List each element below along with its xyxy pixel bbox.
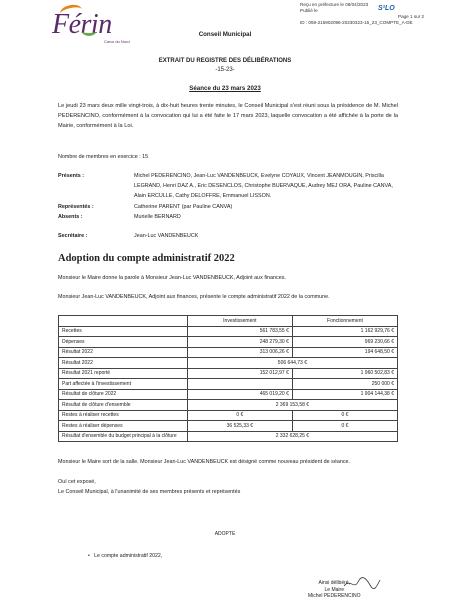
invest-value: 248 279,30 € xyxy=(187,337,292,348)
table-header-row xyxy=(59,316,398,327)
deliberation-title: Adoption du compte administratif 2022 xyxy=(58,253,235,264)
represented-label: Représentés : xyxy=(58,204,94,210)
signature-line-1: Ainsi délibéré, xyxy=(318,580,350,586)
logo-wordmark: Férin xyxy=(52,9,112,40)
logo-tagline: Cœur du Nord xyxy=(104,39,130,44)
combined-value: 506 644,73 € xyxy=(187,358,397,369)
table-row xyxy=(59,358,398,369)
council-title: Conseil Municipal xyxy=(198,31,252,38)
invest-value xyxy=(187,379,292,390)
table-row xyxy=(59,389,398,400)
fonct-value: 250 000 € xyxy=(292,379,397,390)
stamp-received: Reçu en préfecture le 06/04/2023 xyxy=(300,2,369,7)
invest-value: 313 006,26 € xyxy=(187,347,292,358)
stamp-page: Page 1 sur 2 xyxy=(398,14,425,19)
accounts-table xyxy=(58,315,398,442)
bullet-icon: • xyxy=(88,553,95,559)
row-label: Résultat de clôture d'ensemble xyxy=(59,400,188,411)
combined-value: 2 332 628,25 € xyxy=(187,431,397,442)
members-count: Nombre de membres en exercice : 15 xyxy=(58,154,149,160)
present-label: Présents : xyxy=(58,173,85,179)
fonct-value: 1 162 929,76 € xyxy=(292,326,397,337)
table-row xyxy=(59,400,398,411)
secretary-label: Secrétaire : xyxy=(58,233,88,239)
fonct-value: 0 € xyxy=(292,410,397,421)
signature-line-3: Michel PEDERENCINO xyxy=(308,593,361,599)
invest-value: 152 012,97 € xyxy=(187,368,292,379)
adopte-label: ADOPTE xyxy=(214,531,236,537)
row-label: Recettes xyxy=(59,326,188,337)
table-row xyxy=(59,347,398,358)
absent-label: Absents : xyxy=(58,214,83,220)
row-label: Restes à réaliser recettes xyxy=(59,410,188,421)
row-label: Part affectée à l'investissement xyxy=(59,379,188,390)
row-label: Résultat 2022 xyxy=(59,358,188,369)
signature-line-2: Le Maire xyxy=(324,586,344,593)
session-date: Séance du 23 mars 2023 xyxy=(189,85,261,92)
row-label: Restes à réaliser dépenses xyxy=(59,421,188,432)
fonct-value: 969 230,66 € xyxy=(292,337,397,348)
adopted-item xyxy=(88,553,162,559)
table-row xyxy=(59,421,398,432)
adopted-item-text: Le compte administratif 2022, xyxy=(94,553,163,559)
fonct-value: 1 960 502,83 € xyxy=(292,368,397,379)
table-row xyxy=(59,431,398,442)
extract-title: EXTRAIT DU REGISTRE DES DÉLIBÉRATIONS xyxy=(158,58,292,64)
table-row xyxy=(59,379,398,390)
intro-paragraph: Le jeudi 23 mars deux mille vingt-trois, à dix-huit heures trente minutes, le Conseil Municipal s'est réuni sous la présidence de M. Michel PEDERENCINO, conformément à la convocation qui lui a été faite le 17 mars 2023, laquelle convocation a été affichée à la porte de la Mairie, conformément à la Loi. xyxy=(58,103,398,129)
row-label: Résultat 2021 reporté xyxy=(59,368,188,379)
col-investissement: Investissement xyxy=(187,316,292,327)
row-label: Résultat de clôture 2022 xyxy=(59,389,188,400)
fonct-value: 1 904 144,38 € xyxy=(292,389,397,400)
stamp-published: Publié le xyxy=(300,8,318,13)
paragraph-presentation: Monsieur Jean-Luc VANDENBEUCK, Adjoint aux finances, présente le compte administratif 2022 de la commune. xyxy=(58,294,330,300)
table-row xyxy=(59,368,398,379)
handwritten-signature xyxy=(342,576,382,590)
s2lo-logo: S²LO xyxy=(378,5,395,12)
fonct-value: 0 € xyxy=(292,421,397,432)
row-label: Dépenses xyxy=(59,337,188,348)
table-row xyxy=(59,326,398,337)
paragraph-council-decision: Le Conseil Municipal, à l'unanimité de ses membres présents et représentés xyxy=(58,489,241,495)
prefecture-stamp xyxy=(300,2,446,26)
present-list: Michel PEDERENCINO, Jean-Luc VANDENBEUCK, Evelyne COYAUX, Vincent JEANMOUGIN, Priscilla LEGRAND, Henri DAZ A., Eric DESENCLOS, Christophe BUERVAQUE, Audrey MEJ ORA, Pauline CANVA, Alain ERCULLE, Cathy DELOFFRE, Emmanuel LISSON. xyxy=(134,173,393,199)
table-row xyxy=(59,410,398,421)
invest-value: 465 019,20 € xyxy=(187,389,292,400)
invest-value: 561 783,55 € xyxy=(187,326,292,337)
represented-list: Catherine PARENT (par Pauline CANVA) xyxy=(134,204,233,210)
row-label: Résultat d'ensemble du budget principal à la clôture xyxy=(59,431,188,442)
paragraph-heard: Ouï cet exposé, xyxy=(58,479,96,485)
fonct-value: 194 648,50 € xyxy=(292,347,397,358)
col-fonctionnement: Fonctionnement xyxy=(292,316,397,327)
table-row xyxy=(59,337,398,348)
row-label: Résultat 2022 xyxy=(59,347,188,358)
paragraph-mayor-leaves: Monsieur le Maire sort de la salle. Monsieur Jean-Luc VANDENBEUCK est désigné comme nouveau président de séance. xyxy=(58,459,351,465)
combined-value: 2 369 153,58 € xyxy=(187,400,397,411)
invest-value: 0 € xyxy=(187,410,292,421)
ferin-logo xyxy=(52,5,142,45)
table-header-blank xyxy=(59,316,188,327)
deliberation-number: -15-23- xyxy=(215,67,235,73)
absent-list: Murielle BERNARD xyxy=(134,214,181,220)
secretary-name: Jean-Luc VANDENBEUCK xyxy=(134,233,199,239)
paragraph-mayor-speaks: Monsieur le Maire donne la parole à Monsieur Jean-Luc VANDENBEUCK, Adjoint aux finances. xyxy=(58,275,286,281)
stamp-id: ID : 059-215902096-20230323-15_23_COMPTE_A-DE xyxy=(300,20,413,25)
invest-value: 36 525,33 € xyxy=(187,421,292,432)
